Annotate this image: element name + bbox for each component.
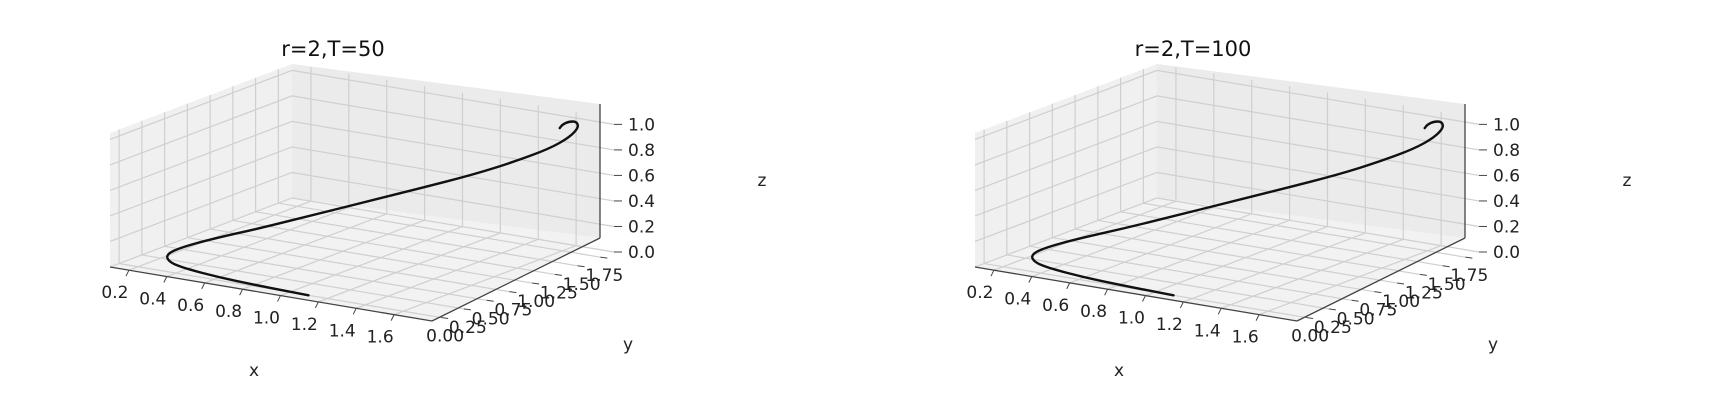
y-tick-label: 0.75 — [494, 300, 533, 321]
x-tick-mark — [1180, 302, 1183, 308]
x-tick-label: 0.4 — [139, 289, 167, 310]
x-tick-label: 0.2 — [966, 283, 994, 304]
z-tick-label: 0.2 — [1493, 217, 1521, 238]
y-tick-mark — [1420, 274, 1427, 275]
z-tick-label: 0.0 — [628, 243, 656, 263]
y-tick-label: 0.25 — [1313, 317, 1352, 338]
z-tick-label: 1.0 — [1493, 115, 1521, 136]
x-tick-mark — [991, 270, 994, 276]
z-axis-label: z — [1622, 171, 1632, 191]
y-tick-mark — [441, 318, 448, 319]
x-tick-mark — [1067, 283, 1070, 289]
y-tick-label: 1.25 — [539, 283, 578, 304]
y-tick-mark — [509, 292, 516, 293]
x-tick-label: 1.6 — [1231, 327, 1259, 348]
y-tick-label: 0.25 — [448, 317, 487, 338]
chart-title: r=2,T=50 — [281, 37, 385, 61]
z-tick-label: 0.4 — [628, 191, 656, 212]
chart-title: r=2,T=100 — [1134, 37, 1252, 61]
x-tick-label: 1.4 — [328, 321, 356, 342]
x-tick-mark — [164, 277, 167, 283]
y-tick-label: 0.00 — [426, 326, 465, 347]
subplot-right — [966, 37, 1631, 381]
z-tick-label: 0.6 — [628, 166, 656, 187]
y-tick-label: 1.50 — [562, 274, 601, 295]
y-tick-label: 1.25 — [1404, 283, 1443, 304]
y-tick-mark — [1465, 257, 1472, 258]
y-tick-mark — [1374, 292, 1381, 293]
x-tick-label: 0.6 — [1042, 295, 1070, 316]
y-tick-label: 0.00 — [1291, 326, 1330, 347]
y-tick-mark — [1306, 318, 1313, 319]
x-tick-mark — [126, 270, 129, 276]
subplot-left — [101, 37, 766, 381]
z-tick-label: 0.8 — [1493, 140, 1521, 161]
z-tick-label: 0.4 — [1493, 191, 1521, 212]
y-tick-mark — [578, 266, 585, 267]
y-tick-mark — [555, 274, 562, 275]
x-tick-mark — [1142, 296, 1145, 302]
y-tick-label: 0.50 — [471, 309, 510, 330]
x-tick-mark — [1105, 289, 1108, 295]
x-tick-mark — [353, 308, 356, 314]
y-axis-label: y — [1487, 335, 1499, 355]
x-tick-label: 0.2 — [101, 283, 129, 304]
x-tick-mark — [240, 289, 243, 295]
x-tick-mark — [202, 283, 205, 289]
y-tick-mark — [487, 300, 494, 301]
y-tick-mark — [1329, 309, 1336, 310]
y-tick-label: 1.75 — [585, 266, 624, 287]
y-tick-mark — [464, 309, 471, 310]
y-tick-label: 0.75 — [1359, 300, 1398, 321]
y-tick-label: 0.50 — [1336, 309, 1375, 330]
x-tick-label: 0.4 — [1004, 289, 1032, 310]
x-tick-label: 0.8 — [215, 302, 243, 323]
y-tick-mark — [1397, 283, 1404, 284]
y-tick-mark — [532, 283, 539, 284]
z-tick-label: 0.6 — [1493, 166, 1521, 187]
y-tick-label: 1.00 — [517, 292, 556, 313]
y-tick-label: 1.50 — [1427, 274, 1466, 295]
y-axis-label: y — [622, 335, 634, 355]
y-tick-mark — [1352, 300, 1359, 301]
x-tick-mark — [315, 302, 318, 308]
x-tick-label: 1.2 — [290, 314, 318, 335]
x-tick-label: 0.8 — [1080, 302, 1108, 323]
x-tick-mark — [1029, 277, 1032, 283]
x-tick-mark — [391, 315, 394, 321]
x-tick-mark — [277, 296, 280, 302]
z-tick-label: 0.2 — [628, 217, 656, 238]
x-tick-label: 1.6 — [366, 327, 394, 348]
y-tick-label: 1.00 — [1382, 292, 1421, 313]
x-axis-label: x — [248, 361, 260, 381]
x-tick-mark — [1256, 315, 1259, 321]
x-tick-mark — [1218, 308, 1221, 314]
x-axis-label: x — [1113, 361, 1125, 381]
x-tick-label: 1.4 — [1193, 321, 1221, 342]
z-tick-label: 0.0 — [1493, 243, 1521, 263]
x-tick-label: 1.2 — [1155, 314, 1183, 335]
z-tick-label: 0.8 — [628, 140, 656, 161]
y-tick-mark — [600, 257, 607, 258]
z-tick-label: 1.0 — [628, 115, 656, 136]
z-axis-label: z — [757, 171, 767, 191]
x-tick-label: 0.6 — [177, 295, 205, 316]
x-tick-label: 1.0 — [252, 308, 280, 329]
y-tick-mark — [1443, 266, 1450, 267]
y-tick-label: 1.75 — [1450, 266, 1489, 287]
x-tick-label: 1.0 — [1117, 308, 1145, 329]
